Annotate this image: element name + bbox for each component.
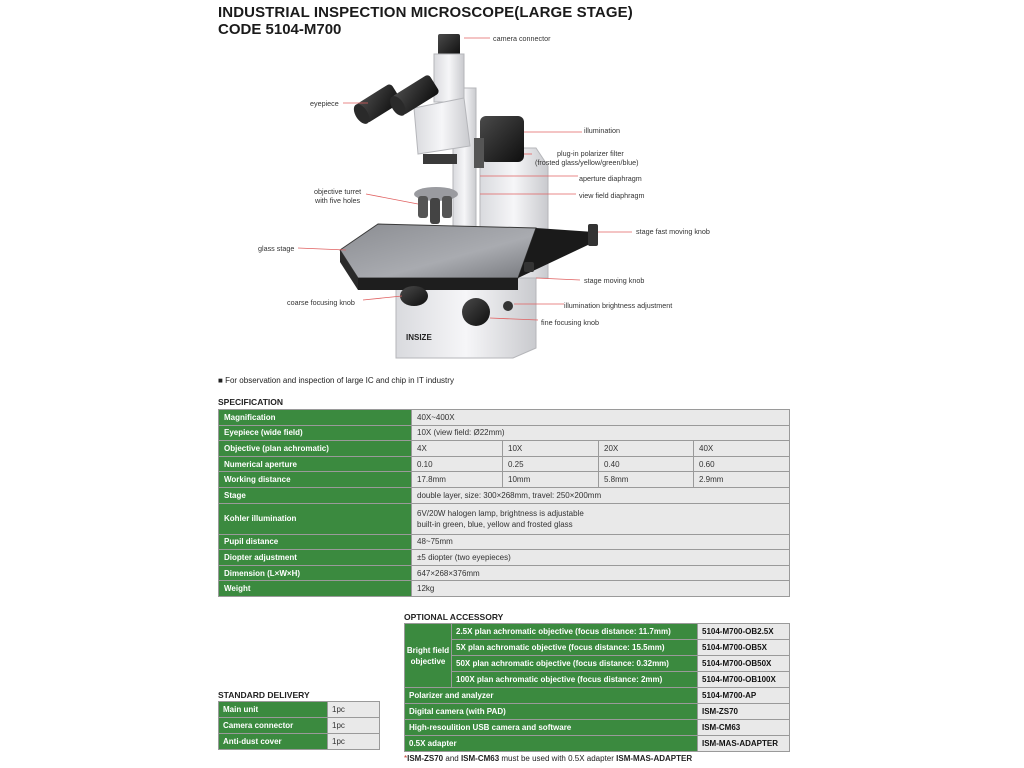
spec-label: Kohler illumination <box>219 503 412 534</box>
bullet-icon: ■ <box>218 376 223 385</box>
table-row <box>405 624 790 640</box>
table-row <box>219 702 380 718</box>
delivery-table <box>218 701 380 750</box>
spec-value: 0.25 <box>503 456 599 472</box>
callout-turret-2: with five holes <box>315 196 361 205</box>
table-row <box>219 734 380 750</box>
accessory-label: High-resoulition USB camera and software <box>405 720 698 736</box>
usage-note <box>218 376 454 385</box>
spec-value: 40X~400X <box>412 410 790 426</box>
delivery-value: 1pc <box>328 718 380 734</box>
accessory-code: 5104-M700-OB100X <box>698 672 790 688</box>
spec-value: 5.8mm <box>599 472 694 488</box>
accessory-code: 5104-M700-OB50X <box>698 656 790 672</box>
accessory-label: Polarizer and analyzer <box>405 688 698 704</box>
group-label-line: Bright field <box>406 645 450 655</box>
spec-label: Dimension (L×W×H) <box>219 565 412 581</box>
callout-fine: fine focusing knob <box>541 318 599 327</box>
usage-note-text: For observation and inspection of large IC and chip in IT industry <box>225 376 454 385</box>
spec-label: Magnification <box>219 410 412 426</box>
callout-polarizer-2: (frosted glass/yellow/green/blue) <box>535 158 639 167</box>
accessory-label: 5X plan achromatic objective (focus distance: 15.5mm) <box>452 640 698 656</box>
product-code: CODE 5104-M700 <box>218 21 342 38</box>
callout-polarizer-1: plug-in polarizer filter <box>557 149 624 158</box>
accessory-label: Digital camera (with PAD) <box>405 704 698 720</box>
callout-stage-fast: stage fast moving knob <box>636 227 710 236</box>
delivery-heading: STANDARD DELIVERY <box>218 690 310 700</box>
accessory-code: 5104-M700-AP <box>698 688 790 704</box>
spec-value: 48~75mm <box>412 534 790 550</box>
footnote-code: ISM-MAS-ADAPTER <box>616 754 693 763</box>
spec-value: 647×268×376mm <box>412 565 790 581</box>
table-row <box>405 656 790 672</box>
spec-value: 0.40 <box>599 456 694 472</box>
table-row <box>405 688 790 704</box>
page-title: INDUSTRIAL INSPECTION MICROSCOPE(LARGE STAGE) <box>218 4 633 21</box>
spec-value: 20X <box>599 441 694 457</box>
footnote-code: ISM-CM63 <box>460 754 500 763</box>
footnote <box>404 754 692 763</box>
spec-value: 10mm <box>503 472 599 488</box>
spec-value: ±5 diopter (two eyepieces) <box>412 550 790 566</box>
callout-glass-stage: glass stage <box>258 244 295 253</box>
asterisk: * <box>404 754 408 763</box>
accessory-label: 100X plan achromatic objective (focus distance: 2mm) <box>452 672 698 688</box>
delivery-value: 1pc <box>328 702 380 718</box>
group-label <box>405 624 452 688</box>
callout-stage-moving: stage moving knob <box>584 276 645 285</box>
table-row <box>219 534 790 550</box>
table-row <box>219 503 790 534</box>
table-row <box>219 441 790 457</box>
table-row <box>219 456 790 472</box>
spec-value: 0.60 <box>694 456 790 472</box>
delivery-label: Camera connector <box>219 718 328 734</box>
table-row <box>405 672 790 688</box>
spec-value: 0.10 <box>412 456 503 472</box>
spec-value: 10X (view field: Ø22mm) <box>412 425 790 441</box>
footnote-text: and <box>443 754 461 763</box>
spec-value: 12kg <box>412 581 790 597</box>
spec-label: Stage <box>219 487 412 503</box>
callout-aperture: aperture diaphragm <box>579 174 642 183</box>
accessory-code: 5104-M700-OB5X <box>698 640 790 656</box>
accessory-code: ISM-CM63 <box>698 720 790 736</box>
table-row <box>405 736 790 752</box>
accessory-heading: OPTIONAL ACCESSORY <box>404 612 504 622</box>
accessory-label: 0.5X adapter <box>405 736 698 752</box>
table-row <box>405 720 790 736</box>
accessory-code: 5104-M700-OB2.5X <box>698 624 790 640</box>
table-row <box>405 704 790 720</box>
accessory-code: ISM-ZS70 <box>698 704 790 720</box>
spec-value: 40X <box>694 441 790 457</box>
spec-label: Pupil distance <box>219 534 412 550</box>
microscope-illustration <box>218 28 798 373</box>
table-row <box>219 487 790 503</box>
specification-heading: SPECIFICATION <box>218 397 284 407</box>
footnote-text: must be used with 0.5X adapter <box>499 754 617 763</box>
spec-label: Diopter adjustment <box>219 550 412 566</box>
table-row <box>219 718 380 734</box>
table-row <box>405 640 790 656</box>
callout-view-field: view field diaphragm <box>579 191 645 200</box>
spec-value: 10X <box>503 441 599 457</box>
table-row <box>219 410 790 426</box>
callout-coarse: coarse focusing knob <box>287 298 355 307</box>
accessory-table <box>404 623 790 752</box>
delivery-value: 1pc <box>328 734 380 750</box>
accessory-code: ISM-MAS-ADAPTER <box>698 736 790 752</box>
table-row <box>219 565 790 581</box>
table-row <box>219 581 790 597</box>
table-row <box>219 472 790 488</box>
callout-illumination: illumination <box>584 126 620 135</box>
table-row <box>219 550 790 566</box>
callout-turret-1: objective turret <box>314 187 362 196</box>
group-label-line: objective <box>410 656 446 666</box>
spec-value: 2.9mm <box>694 472 790 488</box>
spec-label: Numerical aperture <box>219 456 412 472</box>
callout-brightness: illumination brightness adjustment <box>564 301 673 310</box>
spec-value: 17.8mm <box>412 472 503 488</box>
brand-logo: INSIZE <box>406 333 432 342</box>
specification-table <box>218 409 790 597</box>
spec-label: Weight <box>219 581 412 597</box>
spec-label: Working distance <box>219 472 412 488</box>
delivery-label: Main unit <box>219 702 328 718</box>
spec-value-line: built-in green, blue, yellow and frosted glass <box>417 519 573 529</box>
spec-label: Eyepiece (wide field) <box>219 425 412 441</box>
callout-eyepiece: eyepiece <box>310 99 339 108</box>
spec-label: Objective (plan achromatic) <box>219 441 412 457</box>
footnote-code: ISM-ZS70 <box>407 754 444 763</box>
delivery-label: Anti-dust cover <box>219 734 328 750</box>
accessory-label: 50X plan achromatic objective (focus distance: 0.32mm) <box>452 656 698 672</box>
accessory-label: 2.5X plan achromatic objective (focus distance: 11.7mm) <box>452 624 698 640</box>
spec-value-line: 6V/20W halogen lamp, brightness is adjustable <box>417 508 584 518</box>
spec-value: 4X <box>412 441 503 457</box>
callout-camera-connector: camera connector <box>493 34 551 43</box>
spec-value <box>412 503 790 534</box>
spec-value: double layer, size: 300×268mm, travel: 250×200mm <box>412 487 790 503</box>
table-row <box>219 425 790 441</box>
